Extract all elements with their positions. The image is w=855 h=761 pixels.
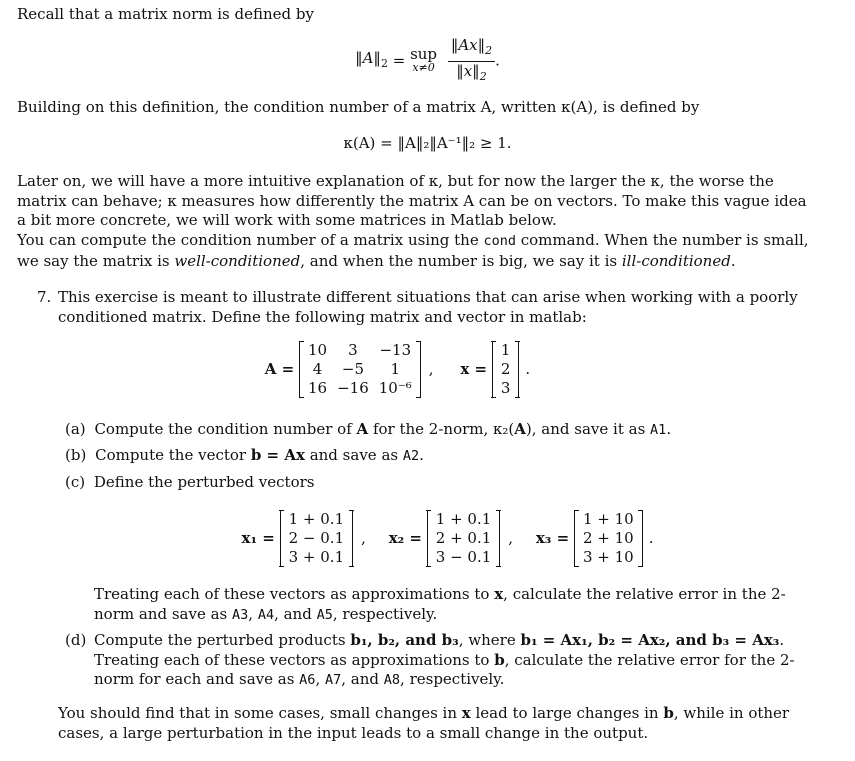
vector-x2: 1 + 0.1 2 + 0.1 3 − 0.1: [427, 510, 501, 567]
code-A4: A4: [257, 606, 275, 623]
intro-line-1: Recall that a matrix norm is defined by: [17, 5, 314, 23]
part-d-label: (d): [65, 631, 87, 649]
code-A3: A3: [232, 606, 249, 623]
vector-x: 1 2 3: [492, 341, 520, 398]
code-A2: A2: [402, 448, 420, 464]
equals-sign: =: [392, 51, 411, 70]
code-A5: A5: [316, 606, 333, 623]
x1-label: x₁ =: [241, 528, 275, 547]
ill-conditioned-term: ill-conditioned: [621, 251, 731, 270]
x3-label: x₃ =: [535, 528, 570, 547]
vector-x3: 1 + 10 2 + 10 3 + 10: [574, 510, 643, 567]
norm-lhs: $‖A‖_2$: [355, 48, 388, 70]
part-c: (c) Define the perturbed vectors: [65, 473, 315, 491]
vector-x1: 1 + 0.1 2 − 0.1 3 + 0.1: [280, 510, 354, 567]
intro-paragraph-a: Later on, we will have a more intuitive explanation of κ, but for now the larger the κ, the worse the matrix can behave; κ measures how differently the matrix A can be on vectors. To make this vague idea a bit more concrete, we will work with some matrices in Matlab below.: [17, 172, 807, 229]
norm-fraction: $\frac{‖Ax‖_2}{‖x‖_2}$: [448, 36, 495, 86]
closing-paragraph: You should find that in some cases, small changes in x lead to large changes in b, while in other cases, a large perturbation in the input leads to a small change in the output.: [58, 704, 790, 742]
well-conditioned-term: well-conditioned: [174, 251, 301, 270]
perturbed-vectors: x₁ = 1 + 0.1 2 − 0.1 3 + 0.1 , x₂ = 1 + 0.1 2 + 0.1 3 − 0.1 , x₃ = 1 + 10 2 + 10 3 + 10 .: [241, 510, 654, 566]
x2-label: x₂ =: [388, 528, 422, 547]
matrix-definition: A = 10 3 −13 4 −5 1 16 −16 10⁻⁶ , x = 1 2 3 .: [264, 341, 531, 397]
intro-line-2: Building on this definition, the condition number of a matrix A, written κ(A), is defined by: [17, 98, 700, 116]
code-A6: A6: [299, 672, 316, 688]
code-A7: A7: [324, 672, 342, 688]
part-b: (b) Compute the vector b = Ax and save as A2.: [65, 446, 424, 464]
exercise-text: This exercise is meant to illustrate different situations that can arise when working with a poorly conditioned matrix. Define the following matrix and vector in matlab:: [58, 288, 798, 326]
matrix-A-label: A =: [264, 359, 295, 378]
norm-definition: $‖A‖_2$ = sup x≠0 $\frac{‖Ax‖_2}{‖x‖_2}$ .: [0, 36, 855, 86]
exercise-number: 7.: [37, 288, 52, 306]
sup-operator: sup x≠0: [410, 45, 438, 74]
part-d: Compute the perturbed products b₁, b₂, and b₃, where b₁ = Ax₁, b₂ = Ax₂, and b₃ = Ax₃. Treating each of these vectors as approximations to b, calculate the relative error for the 2-norm for each and save as A6, A7, and A8, respectively.: [94, 631, 795, 688]
code-A1: A1: [650, 422, 667, 438]
matrix-A: 10 3 −13 4 −5 1 16 −16 10⁻⁶: [299, 341, 421, 398]
kappa-definition: κ(A) = ‖A‖₂‖A⁻¹‖₂ ≥ 1.: [343, 134, 512, 152]
cond-code: cond: [483, 233, 516, 249]
code-A8: A8: [383, 672, 401, 688]
vector-x-label: x =: [460, 359, 488, 378]
intro-paragraph-b: You can compute the condition number of a matrix using the cond command. When the number is small, we say the matrix is well-conditioned, and when the number is big, we say it is ill-conditioned.: [17, 231, 809, 270]
part-c-instructions: Treating each of these vectors as approximations to x, calculate the relative error in the 2-norm and save as A3, A4, and A5, respectively.: [94, 585, 786, 623]
part-a: (a) Compute the condition number of A for the 2-norm, κ₂(A), and save it as A1.: [65, 420, 672, 438]
